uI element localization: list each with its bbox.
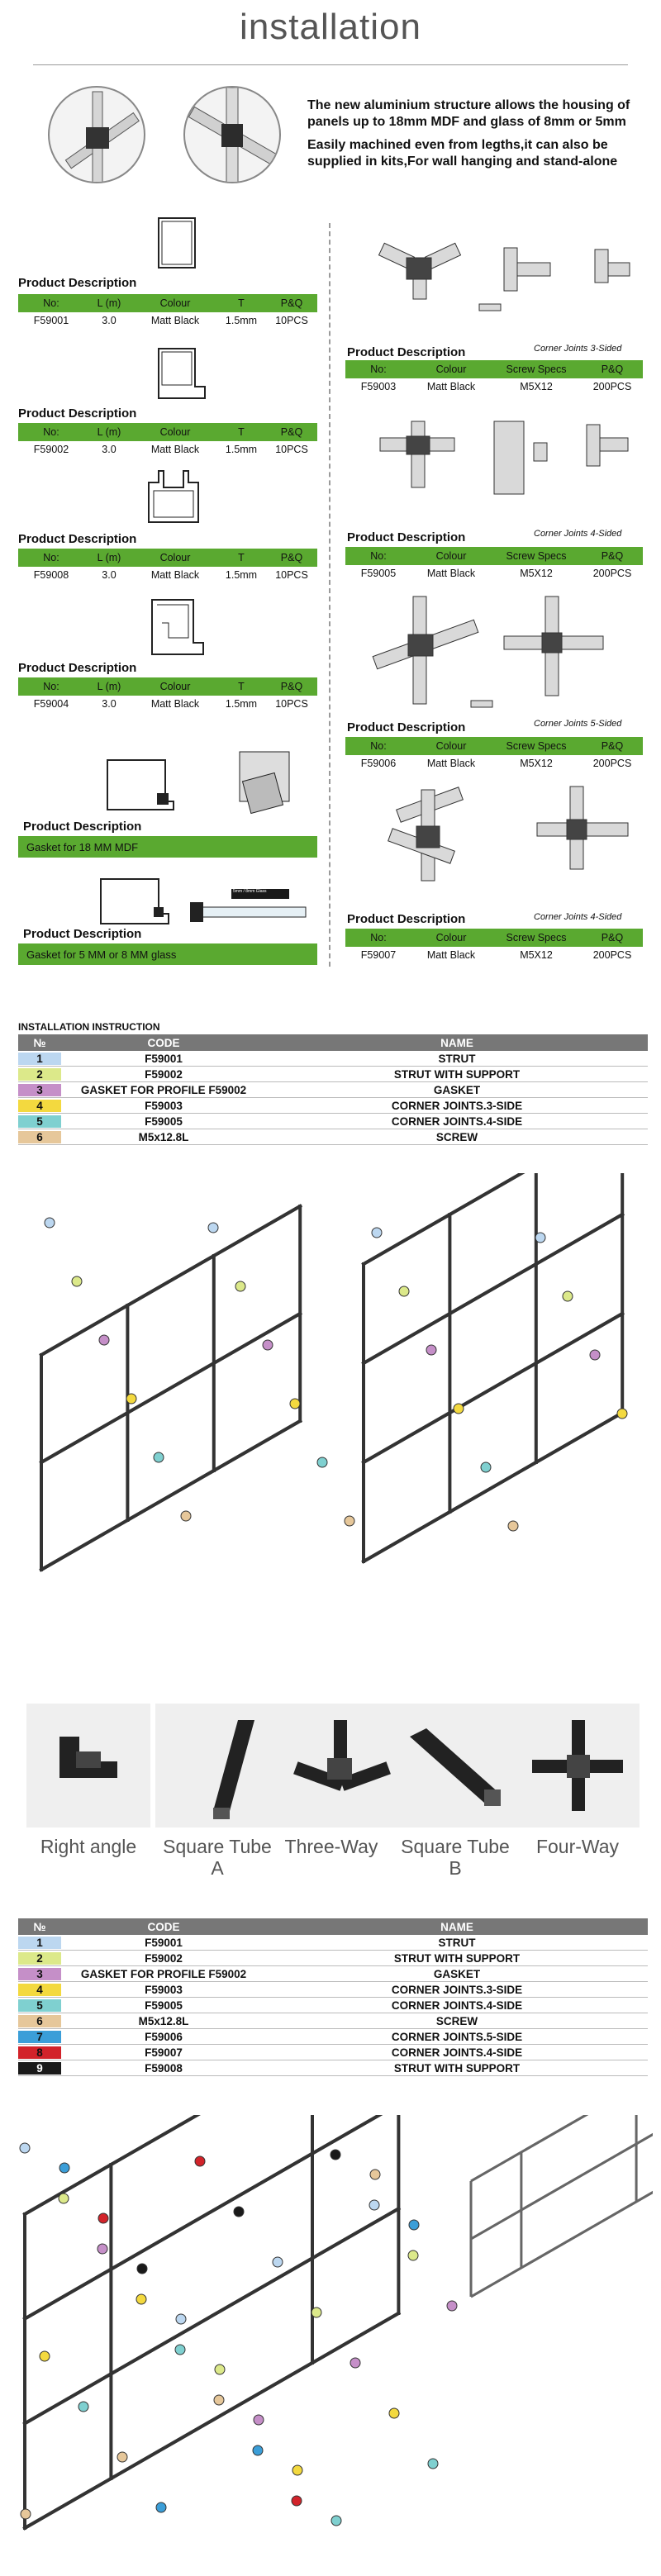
header-t: T <box>238 297 245 309</box>
parts-code: F59002 <box>145 1951 183 1965</box>
parts-row <box>18 1098 648 1114</box>
cell-t: 1.5mm <box>225 444 258 455</box>
cell-pq: 10PCS <box>275 444 308 455</box>
cell-t: 1.5mm <box>225 315 258 326</box>
strut-line <box>471 2210 521 2239</box>
strut-line <box>471 2268 521 2297</box>
part-callout-badge <box>535 1233 545 1243</box>
parts-num: 7 <box>18 2031 61 2043</box>
parts-header-row <box>18 1918 648 1935</box>
cell-no: F59007 <box>360 949 397 961</box>
strut-line <box>111 2115 398 2165</box>
header-pq: P&Q <box>280 426 303 438</box>
cell-colour: Matt Black <box>150 444 200 455</box>
header-colour: Colour <box>159 297 191 309</box>
part-callout-badge <box>311 2307 321 2317</box>
corner-spec-table-f59006 <box>345 737 643 772</box>
intro-text <box>307 97 638 170</box>
thumb-caption: Square Tube B <box>401 1836 510 1879</box>
cell-pq: 200PCS <box>592 568 632 579</box>
part-callout-badge <box>370 2170 380 2179</box>
product-description-label: Product Description <box>18 532 137 546</box>
gasket-mdf-drawing <box>99 744 297 826</box>
parts-num: 4 <box>18 1984 61 1996</box>
part-callout-badge <box>454 1404 464 1414</box>
part-callout-badge <box>389 2408 399 2418</box>
corner-spec-table-f59003 <box>345 360 643 395</box>
parts-name: CORNER JOINTS.3-SIDE <box>391 1983 523 1996</box>
header-pq: P&Q <box>601 550 624 562</box>
parts-code: GASKET FOR PROFILE F59002 <box>80 1083 247 1096</box>
spec-row <box>18 441 317 458</box>
cell-no: F59001 <box>33 315 69 326</box>
thumb-square-tube-a <box>155 1704 279 1827</box>
corner-f59006-drawing <box>355 588 636 712</box>
part-callout-badge <box>408 2250 418 2260</box>
part-callout-badge <box>214 2395 224 2405</box>
part-callout-badge <box>40 2351 50 2361</box>
header-no: No: <box>370 932 387 943</box>
parts-num: 4 <box>18 1100 61 1112</box>
corner-caption: Corner Joints 3-Sided <box>534 344 622 354</box>
strut-line <box>536 1214 622 1264</box>
part-callout-badge <box>136 2294 146 2304</box>
thumb-three-way <box>278 1704 402 1827</box>
part-callout-badge <box>21 2509 31 2519</box>
parts-header-row <box>18 1034 648 1051</box>
parts-row <box>18 2060 648 2076</box>
part-callout-badge <box>409 2220 419 2230</box>
product-description-label: Product Description <box>347 530 466 544</box>
parts-num: 1 <box>18 1937 61 1949</box>
strut-line <box>471 2115 636 2181</box>
parts-code: F59001 <box>145 1052 183 1065</box>
parts-name: STRUT WITH SUPPORT <box>393 2061 521 2075</box>
spec-header-row <box>345 360 643 378</box>
strut-line <box>364 1512 449 1561</box>
header-no: No: <box>43 426 59 438</box>
parts-row <box>18 2045 648 2060</box>
header-no: No: <box>370 364 387 375</box>
profile-f59001-drawing <box>157 216 197 269</box>
parts-name: STRUT <box>438 1936 476 1949</box>
thumb-caption: Three-Way <box>284 1836 378 1857</box>
thumb-right-angle <box>26 1704 150 1827</box>
part-callout-badge <box>72 1276 82 1286</box>
header-no: No: <box>43 297 59 309</box>
spec-row <box>18 567 317 583</box>
parts-num: 2 <box>18 1952 61 1965</box>
parts-name: CORNER JOINTS.4-SIDE <box>391 2046 523 2059</box>
corner-caption: Corner Joints 4-Sided <box>534 912 622 922</box>
parts-row <box>18 1114 648 1129</box>
assembly-diagram-double-unit <box>8 2115 653 2561</box>
header-t: T <box>238 681 245 692</box>
part-callout-badge <box>399 1286 409 1296</box>
header-no: No: <box>43 552 59 563</box>
strut-line <box>214 1421 300 1471</box>
parts-code: F59007 <box>145 2046 183 2059</box>
strut-line <box>41 1413 127 1462</box>
part-callout-badge <box>617 1409 627 1419</box>
cell-length: 3.0 <box>102 444 117 455</box>
part-callout-badge <box>20 2143 30 2153</box>
part-callout-badge <box>78 2402 88 2412</box>
parts-num: 3 <box>18 1084 61 1096</box>
cell-screw: M5X12 <box>520 758 553 769</box>
corner-f59005-drawing <box>372 413 636 504</box>
header-colour: Colour <box>159 681 191 692</box>
part-callout-badge <box>330 2150 340 2160</box>
parts-num: 8 <box>18 2046 61 2059</box>
parts-name: STRUT <box>438 1052 476 1065</box>
profile-spec-table-f59008 <box>18 549 317 583</box>
corner-f59007-drawing <box>364 782 636 897</box>
profile-f59008-drawing <box>147 469 200 524</box>
part-callout-badge <box>447 2301 457 2311</box>
product-description-label: Product Description <box>347 912 466 926</box>
thumb-caption: Right angle <box>40 1836 137 1857</box>
spec-header-row <box>18 549 317 567</box>
cell-screw: M5X12 <box>520 568 553 579</box>
product-description-label: Product Description <box>18 406 137 421</box>
parts-num: 9 <box>18 2062 61 2075</box>
part-callout-badge <box>45 1218 55 1228</box>
header-name: NAME <box>440 1920 473 1933</box>
part-callout-badge <box>331 2516 341 2526</box>
parts-row <box>18 1951 648 1966</box>
strut-line <box>471 2152 521 2181</box>
strut-line <box>41 1520 127 1570</box>
part-callout-badge <box>195 2156 205 2166</box>
parts-name: GASKET <box>433 1083 481 1096</box>
part-callout-badge <box>126 1394 136 1404</box>
cell-no: F59008 <box>33 569 69 581</box>
intro-paragraph: Easily machined even from legths,it can also be supplied in kits,For wall hanging and stand-alone <box>307 138 618 169</box>
thumb-caption: Square Tube A <box>163 1836 272 1879</box>
cell-colour: Matt Black <box>426 949 476 961</box>
spec-row <box>345 565 643 582</box>
parts-row <box>18 1998 648 2013</box>
title-divider <box>33 64 628 65</box>
strut-line <box>521 2173 653 2268</box>
part-callout-badge <box>156 2502 166 2512</box>
parts-name: CORNER JOINTS.4-SIDE <box>391 1115 523 1128</box>
installation-title: INSTALLATION INSTRUCTION <box>18 1021 160 1033</box>
part-callout-badge <box>253 2445 263 2455</box>
parts-code: M5x12.8L <box>138 1130 189 1143</box>
strut-line <box>312 2115 398 2154</box>
header-colour: Colour <box>435 740 467 752</box>
header-no: No: <box>43 681 59 692</box>
part-callout-badge <box>99 1335 109 1345</box>
strut-line <box>312 2208 398 2258</box>
corner-spec-table-f59005 <box>345 547 643 582</box>
spec-row <box>18 312 317 329</box>
part-callout-badge <box>215 2365 225 2374</box>
cell-screw: M5X12 <box>520 949 553 961</box>
parts-row <box>18 2029 648 2045</box>
parts-row <box>18 1051 648 1067</box>
part-callout-badge <box>369 2200 379 2210</box>
cell-pq: 10PCS <box>275 569 308 581</box>
cell-pq: 200PCS <box>592 949 632 961</box>
header-colour: Colour <box>159 426 191 438</box>
strut-line <box>25 2165 111 2214</box>
strut-line <box>25 2269 111 2319</box>
part-callout-badge <box>59 2193 69 2203</box>
header-screw: Screw Specs <box>506 550 567 562</box>
spec-row <box>345 378 643 395</box>
corner-spec-table-f59007 <box>345 929 643 963</box>
part-callout-badge <box>428 2459 438 2469</box>
spec-header-row <box>18 294 317 312</box>
parts-code: GASKET FOR PROFILE F59002 <box>80 1967 247 1980</box>
parts-table-1 <box>18 1034 648 1145</box>
product-description-label: Product Description <box>23 820 142 834</box>
assembly-diagram-two-shelf-units <box>17 1173 644 1595</box>
part-callout-badge <box>273 2257 283 2267</box>
parts-row <box>18 1935 648 1951</box>
profile-spec-table-f59004 <box>18 677 317 712</box>
strut-line <box>364 1413 449 1462</box>
header-pq: P&Q <box>601 364 624 375</box>
parts-code: F59002 <box>145 1067 183 1081</box>
part-callout-badge <box>234 2207 244 2217</box>
spec-header-row <box>345 547 643 565</box>
part-callout-badge <box>263 1340 273 1350</box>
profile-f59002-drawing <box>157 347 208 400</box>
header-code: CODE <box>147 1036 180 1049</box>
parts-name: GASKET <box>433 1967 481 1980</box>
header-length: L (m) <box>97 297 121 309</box>
header-colour: Colour <box>435 550 467 562</box>
strut-line <box>25 2479 111 2528</box>
strut-line <box>521 2115 653 2210</box>
cell-colour: Matt Black <box>150 569 200 581</box>
spec-header-row <box>18 423 317 441</box>
thumb-caption: Four-Way <box>535 1836 620 1857</box>
parts-num: 3 <box>18 1968 61 1980</box>
part-callout-badge <box>154 1452 164 1462</box>
header-length: L (m) <box>97 681 121 692</box>
part-callout-badge <box>117 2452 127 2462</box>
parts-name: SCREW <box>435 1130 478 1143</box>
part-callout-badge <box>292 2496 302 2506</box>
header-colour: Colour <box>159 552 191 563</box>
strut-line <box>364 1314 449 1363</box>
gasket-mdf-bar: Gasket for 18 MM MDF <box>18 836 317 858</box>
strut-line <box>536 1314 622 1363</box>
header-colour: Colour <box>435 932 467 943</box>
cell-pq: 10PCS <box>275 698 308 710</box>
cell-no: F59002 <box>33 444 69 455</box>
parts-row <box>18 1129 648 1145</box>
parts-name: STRUT WITH SUPPORT <box>393 1951 521 1965</box>
cell-colour: Matt Black <box>150 698 200 710</box>
strut-line <box>312 2313 398 2363</box>
header-pq: P&Q <box>601 740 624 752</box>
parts-name: SCREW <box>435 2014 478 2027</box>
corner-caption: Corner Joints 5-Sided <box>534 719 622 729</box>
header-colour: Colour <box>435 364 467 375</box>
header-t: T <box>238 552 245 563</box>
strut-line <box>41 1305 127 1355</box>
corner-caption: Corner Joints 4-Sided <box>534 529 622 539</box>
glass-label: 5mm / 8mm Glass <box>233 889 267 894</box>
gasket-glass-bar: Gasket for 5 MM or 8 MM glass <box>18 943 317 965</box>
part-callout-badge <box>98 2213 108 2223</box>
cell-screw: M5X12 <box>520 381 553 392</box>
part-callout-badge <box>175 2345 185 2355</box>
thumb-four-way <box>516 1704 640 1827</box>
corner-joint-closeup-image <box>48 86 145 183</box>
part-callout-badge <box>292 2465 302 2475</box>
spec-row <box>18 696 317 712</box>
header-pq: P&Q <box>280 681 303 692</box>
cell-length: 3.0 <box>102 315 117 326</box>
parts-name: CORNER JOINTS.3-SIDE <box>391 1099 523 1112</box>
product-description-label: Product Description <box>347 345 466 359</box>
parts-code: F59005 <box>145 1999 183 2012</box>
spec-row <box>345 755 643 772</box>
header-pq: P&Q <box>601 932 624 943</box>
part-callout-badge <box>254 2415 264 2425</box>
cell-pq: 200PCS <box>592 381 632 392</box>
page-title: installation <box>240 7 421 47</box>
parts-name: CORNER JOINTS.5-SIDE <box>391 2030 523 2043</box>
part-callout-badge <box>97 2244 107 2254</box>
parts-num: 1 <box>18 1053 61 1065</box>
header-screw: Screw Specs <box>506 932 567 943</box>
cell-length: 3.0 <box>102 698 117 710</box>
spec-row <box>345 947 643 963</box>
header-t: T <box>238 426 245 438</box>
cell-length: 3.0 <box>102 569 117 581</box>
parts-code: F59008 <box>145 2061 183 2075</box>
parts-num: 5 <box>18 1115 61 1128</box>
strut-line <box>636 2173 653 2202</box>
parts-row <box>18 1082 648 1098</box>
part-callout-badge <box>563 1291 573 1301</box>
cell-no: F59003 <box>360 381 397 392</box>
cell-t: 1.5mm <box>225 569 258 581</box>
cell-pq: 200PCS <box>592 758 632 769</box>
product-description-label: Product Description <box>23 927 142 941</box>
product-description-label: Product Description <box>18 661 137 675</box>
strut-line <box>214 1314 300 1363</box>
cell-colour: Matt Black <box>150 315 200 326</box>
cell-no: F59006 <box>360 758 397 769</box>
parts-code: F59003 <box>145 1099 183 1112</box>
cell-colour: Matt Black <box>426 381 476 392</box>
product-description-label: Product Description <box>347 720 466 734</box>
profile-f59004-drawing <box>150 598 205 656</box>
header-num: № <box>33 1036 46 1049</box>
header-pq: P&Q <box>280 297 303 309</box>
parts-code: F59003 <box>145 1983 183 1996</box>
strut-line <box>25 2374 111 2423</box>
header-screw: Screw Specs <box>506 364 567 375</box>
cell-colour: Matt Black <box>426 568 476 579</box>
parts-code: M5x12.8L <box>138 2014 189 2027</box>
intro-paragraph: The new aluminium structure allows the housing of panels up to 18mm MDF and glass of 8mm or 5mm <box>307 98 630 129</box>
header-no: No: <box>370 740 387 752</box>
part-callout-badge <box>208 1223 218 1233</box>
parts-row <box>18 1966 648 1982</box>
parts-num: 6 <box>18 2015 61 2027</box>
part-callout-badge <box>176 2314 186 2324</box>
strut-line <box>214 1206 300 1256</box>
parts-num: 6 <box>18 1131 61 1143</box>
cell-pq: 10PCS <box>275 315 308 326</box>
column-divider <box>329 223 330 967</box>
part-callout-badge <box>590 1350 600 1360</box>
header-name: NAME <box>440 1036 473 1049</box>
cell-no: F59004 <box>33 698 69 710</box>
header-code: CODE <box>147 1920 180 1933</box>
header-no: No: <box>370 550 387 562</box>
part-callout-badge <box>426 1345 436 1355</box>
part-callout-badge <box>235 1281 245 1291</box>
part-callout-badge <box>59 2163 69 2173</box>
header-screw: Screw Specs <box>506 740 567 752</box>
part-callout-badge <box>181 1511 191 1521</box>
profile-spec-table-f59001 <box>18 294 317 329</box>
part-callout-badge <box>372 1228 382 1238</box>
parts-num: 5 <box>18 1999 61 2012</box>
part-callout-badge <box>290 1399 300 1409</box>
cell-no: F59005 <box>360 568 397 579</box>
part-callout-badge <box>508 1521 518 1531</box>
spec-header-row <box>18 677 317 696</box>
part-callout-badge <box>137 2264 147 2274</box>
spec-header-row <box>345 929 643 947</box>
parts-table-2 <box>18 1918 648 2076</box>
parts-row <box>18 1067 648 1082</box>
parts-row <box>18 1982 648 1998</box>
parts-name: CORNER JOINTS.4-SIDE <box>391 1999 523 2012</box>
header-pq: P&Q <box>280 552 303 563</box>
parts-code: F59006 <box>145 2030 183 2043</box>
product-description-label: Product Description <box>18 276 137 290</box>
thumb-square-tube-b <box>393 1704 517 1827</box>
corner-f59003-drawing <box>372 233 636 324</box>
gasket-glass-drawing <box>93 874 316 932</box>
parts-name: STRUT WITH SUPPORT <box>393 1067 521 1081</box>
part-callout-badge <box>350 2358 360 2368</box>
part-callout-badge <box>317 1457 327 1467</box>
strut-line <box>364 1214 449 1264</box>
parts-code: F59005 <box>145 1115 183 1128</box>
strut-line <box>536 1413 622 1462</box>
spec-header-row <box>345 737 643 755</box>
header-length: L (m) <box>97 426 121 438</box>
cell-t: 1.5mm <box>225 698 258 710</box>
panel-insert-closeup-image <box>183 86 281 183</box>
parts-row <box>18 2013 648 2029</box>
profile-spec-table-f59002 <box>18 423 317 458</box>
cell-colour: Matt Black <box>426 758 476 769</box>
part-callout-badge <box>481 1462 491 1472</box>
header-length: L (m) <box>97 552 121 563</box>
parts-num: 2 <box>18 1068 61 1081</box>
strut-line <box>636 2115 653 2144</box>
header-num: № <box>33 1920 46 1933</box>
parts-code: F59001 <box>145 1936 183 1949</box>
part-callout-badge <box>345 1516 354 1526</box>
